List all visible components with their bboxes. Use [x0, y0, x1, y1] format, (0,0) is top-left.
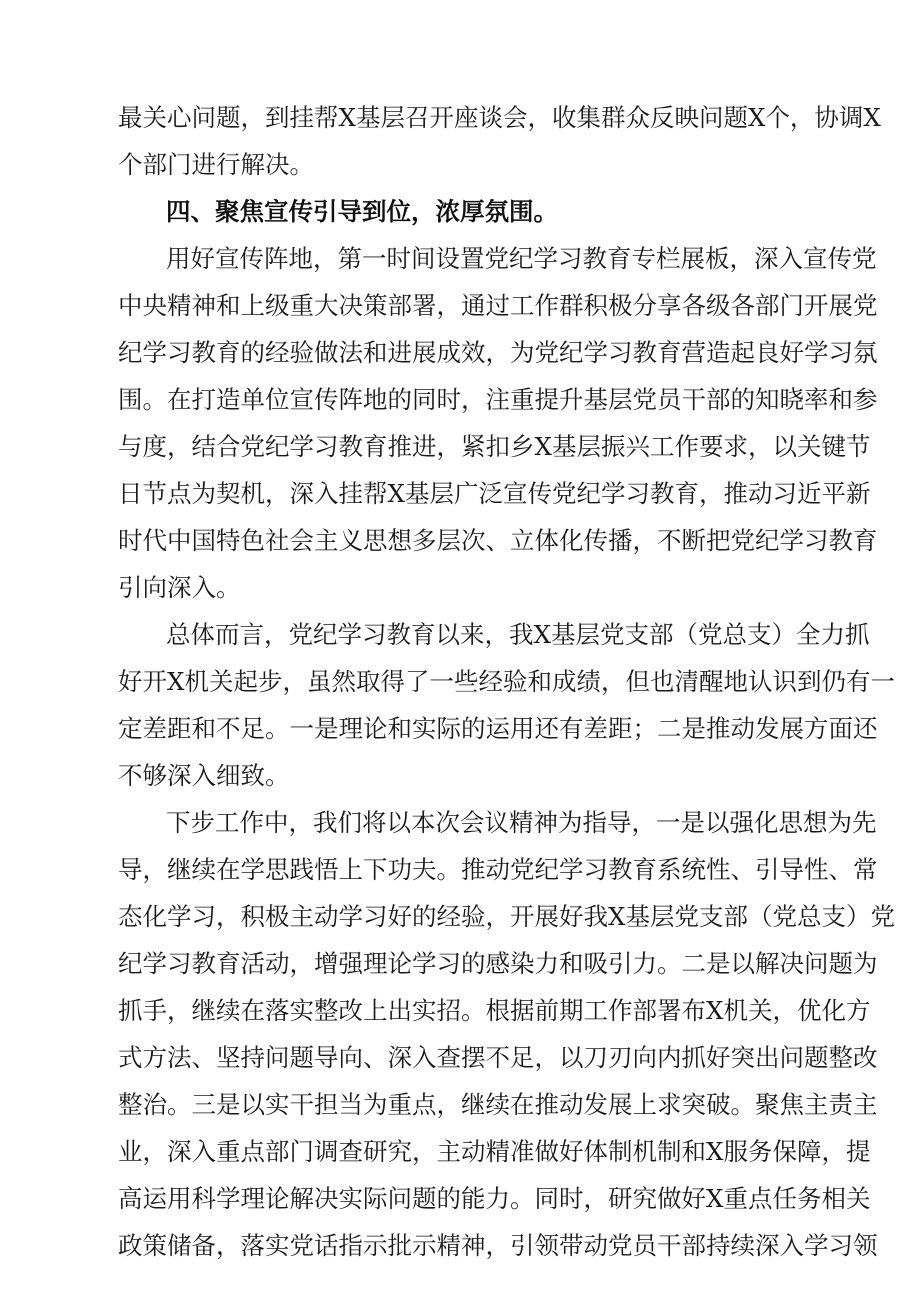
text-line: 引向深入。: [118, 573, 241, 602]
text-line: 式方法、坚持问题导向、深入查摆不足，以刀刃向内抓好突出问题整改: [118, 1043, 878, 1072]
text-line: 抓手，继续在落实整改上出实招。根据前期工作部署布X机关，优化方: [118, 996, 871, 1025]
text-line: 定差距和不足。一是理论和实际的运用还有差距；二是推动发展方面还: [118, 714, 878, 743]
text-line: 最关心问题，到挂帮X基层召开座谈会，收集群众反映问题X个，协调X: [118, 103, 881, 132]
text-line: 纪学习教育活动，增强理论学习的感染力和吸引力。二是以解决问题为: [118, 949, 878, 978]
text-line: 与度，结合党纪学习教育推进，紧扣乡X基层振兴工作要求，以关键节: [118, 432, 871, 461]
text-line: 个部门进行解决。: [118, 150, 314, 179]
text-line: 整治。三是以实干担当为重点，继续在推动发展上求突破。聚焦主责主: [118, 1090, 878, 1119]
text-line: 业，深入重点部门调查研究，主动精准做好体制机制和X服务保障，提: [118, 1137, 871, 1166]
text-line: 不够深入细致。: [118, 761, 290, 790]
text-line: 中央精神和上级重大决策部署，通过工作群积极分享各级各部门开展党: [118, 291, 878, 320]
text-line: 态化学习，积极主动学习好的经验，开展好我X基层党支部（党总支）党: [118, 902, 895, 931]
text-line: 用好宣传阵地，第一时间设置党纪学习教育专栏展板，深入宣传党: [166, 244, 877, 273]
text-line: 导，继续在学思践悟上下功夫。推动党纪学习教育系统性、引导性、常: [118, 855, 878, 884]
text-line: 总体而言，党纪学习教育以来，我X基层党支部（党总支）全力抓: [166, 620, 870, 649]
text-line: 时代中国特色社会主义思想多层次、立体化传播，不断把党纪学习教育: [118, 526, 878, 555]
text-line: 纪学习教育的经验做法和进展成效，为党纪学习教育营造起良好学习氛: [118, 338, 878, 367]
text-line: 下步工作中，我们将以本次会议精神为指导，一是以强化思想为先: [166, 808, 877, 837]
text-line: 好开X机关起步，虽然取得了一些经验和成绩，但也清醒地认识到仍有一: [118, 667, 895, 696]
text-line: 日节点为契机，深入挂帮X基层广泛宣传党纪学习教育，推动习近平新: [118, 479, 871, 508]
text-line: 高运用科学理论解决实际问题的能力。同时，研究做好X重点任务相关: [118, 1184, 871, 1213]
section-heading: 四、聚焦宣传引导到位，浓厚氛围。: [166, 197, 558, 226]
text-line: 围。在打造单位宣传阵地的同时，注重提升基层党员干部的知晓率和参: [118, 385, 878, 414]
text-line: 政策储备，落实党话指示批示精神，引领带动党员干部持续深入学习领: [118, 1231, 878, 1260]
